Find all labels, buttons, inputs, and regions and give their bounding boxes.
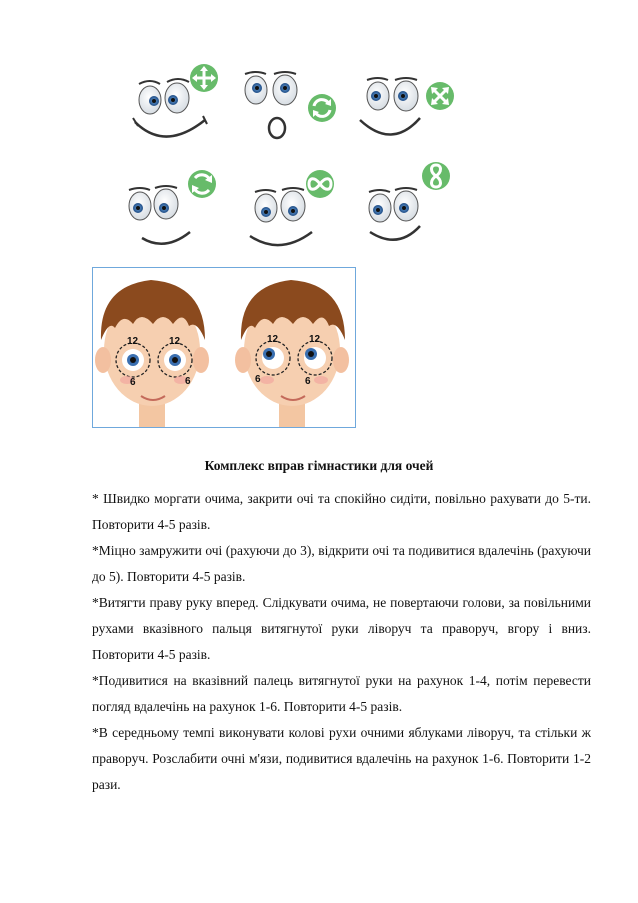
circular-arrows-icon	[188, 170, 216, 198]
face-4	[129, 170, 216, 244]
rotate-icon	[308, 94, 336, 122]
clock-label-12: 12	[267, 334, 279, 345]
face-2	[245, 72, 336, 138]
clock-label-12: 12	[309, 334, 321, 345]
clock-label-6: 6	[305, 376, 311, 387]
clock-label-6: 6	[255, 374, 261, 385]
face-1	[133, 64, 218, 137]
clock-label-12: 12	[127, 336, 139, 347]
face-3	[360, 78, 454, 135]
boy-left	[95, 280, 209, 427]
exercise-4: *Подивитися на вказівний палець витягнутої руки на рахунок 1-4, потім перевести погляд вдалечінь на рахунок 1-6. Повторити 4-5 разів.	[92, 673, 591, 714]
figure-eight-icon	[422, 162, 450, 190]
exercise-list	[92, 486, 591, 798]
exercise-1: * Швидко моргати очима, закрити очі та спокійно сидіти, повільно рахувати до 5-ти. Повторити 4-5 разів.	[92, 491, 591, 532]
clock-label-12: 12	[169, 336, 181, 347]
diagonal-arrows-icon	[426, 82, 454, 110]
face-5	[250, 170, 334, 245]
exercise-2: *Міцно замружити очі (рахуючи до 3), відкрити очі та подивитися вдалечінь (рахуючи до 5). Повторити 4-5 разів.	[92, 543, 591, 584]
eye-exercise-faces	[0, 0, 638, 262]
infinity-icon	[306, 170, 334, 198]
boy-right	[235, 280, 349, 427]
eye-circle-illustration	[92, 267, 356, 428]
page-title: Комплекс вправ гімнастики для очей	[204, 458, 434, 473]
clock-label-6: 6	[185, 376, 191, 387]
exercise-3: *Витягти праву руку вперед. Слідкувати очима, не повертаючи голови, за повільними рухами вказівного пальця витягнутої руки ліворуч та праворуч, вгору і вниз. Повторити 4-5 разів.	[92, 595, 591, 662]
face-6	[369, 162, 450, 240]
move-arrows-icon	[190, 64, 218, 92]
exercise-5: *В середньому темпі виконувати колові рухи очними яблуками ліворуч, та стільки ж праворуч. Розслабити очні м'язи, подивитися вдалечінь на рахунок 1-6. Повторити 1-2 рази.	[92, 725, 591, 792]
clock-label-6: 6	[130, 377, 136, 388]
